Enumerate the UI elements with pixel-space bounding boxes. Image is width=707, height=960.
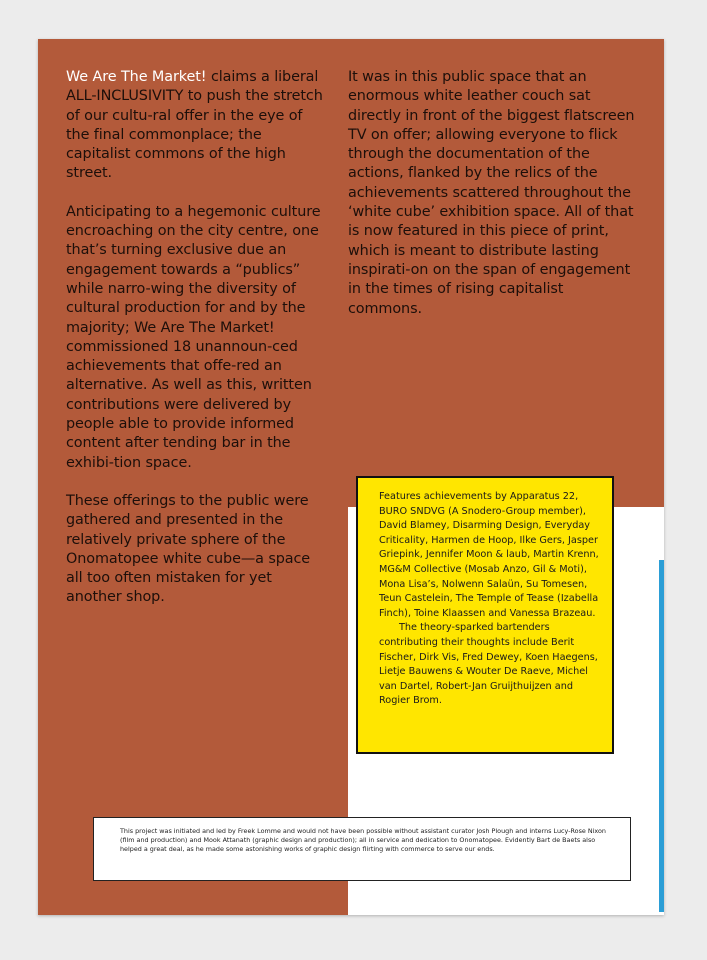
left-paragraph-2: Anticipating to a hegemonic culture encroaching on the city centre, one that’s turning exclusive due an engagement towards a “publics” while narro-wing the diversity of cultural production for and by the majority; We Are The Market! commissioned 18 unannoun-ced achievements that offe-red an alternative. As well as this, written contributions were delivered by people able to provide informed content after tending bar in the exhibi-tion space.: [66, 203, 321, 471]
blue-page-edge: [659, 560, 664, 912]
left-paragraph-1: [66, 68, 326, 184]
footer-note-box: [93, 817, 631, 881]
bartenders-credits: The theory-sparked bartenders contributing their thoughts include Berit Fischer, Dirk Vis, Fred Dewey, Koen Haegens, Lietje Bauwens & Wouter De Raeve, Michel van Dartel, Robert-Jan Gruijthuijzen and Rogier Brom.: [379, 622, 598, 707]
left-paragraph-3: These offerings to the public were gathered and presented in the relatively private sphere of the Onomatopee white cube—a space all too often mistaken for yet another shop.: [66, 492, 311, 606]
left-paragraph-1-text: claims a liberal ALL-INCLUSIVITY to push the stretch of our cultu-ral offer in the eye of the final commonplace; the capitalist commons of the high street.: [66, 69, 323, 182]
right-paragraph-1: It was in this public space that an enormous white leather couch sat directly in front of the biggest flatscreen TV on offer; allowing everyone to flick through the documentation of the actions, flanked by the relics of the achievements scattered throughout the ‘white cube’ exhibition space. All of that is now featured in this piece of print, which is meant to distribute lasting inspirati-on on the span of engagement in the times of rising capitalist commons.: [348, 69, 635, 317]
credits-box: [356, 476, 614, 754]
achievements-credits: Features achievements by Apparatus 22, BURO SNDVG (A Snodero-Group member), David Blamey, Disarming Design, Everyday Criticality, Harmen de Hoop, Ilke Gers, Jasper Griepink, Jennifer Moon & laub, Martin Krenn, MG&M Collective (Mosab Anzo, Gil & Moti), Mona Lisa’s, Nolwenn Salaün, Su Tomesen, Teun Castelein, The Temple of Tease (Izabella Finch), Toine Klaassen and Vanessa Brazeau.: [379, 491, 599, 619]
right-text-column: [348, 68, 640, 338]
left-text-column: [66, 68, 326, 627]
title-highlight: We Are The Market!: [66, 69, 207, 85]
footer-note-text: This project was initiated and led by Freek Lomme and would not have been possible without assistant curator Josh Plough and interns Lucy-Rose Nixon (film and production) and Mook Attanath (graphic design and production); all in service and dedication to Onomatopee. Evidently Bart de Baets also helped a great deal, as he made some astonishing works of graphic design flirting with commerce to serve our ends.: [120, 827, 606, 854]
